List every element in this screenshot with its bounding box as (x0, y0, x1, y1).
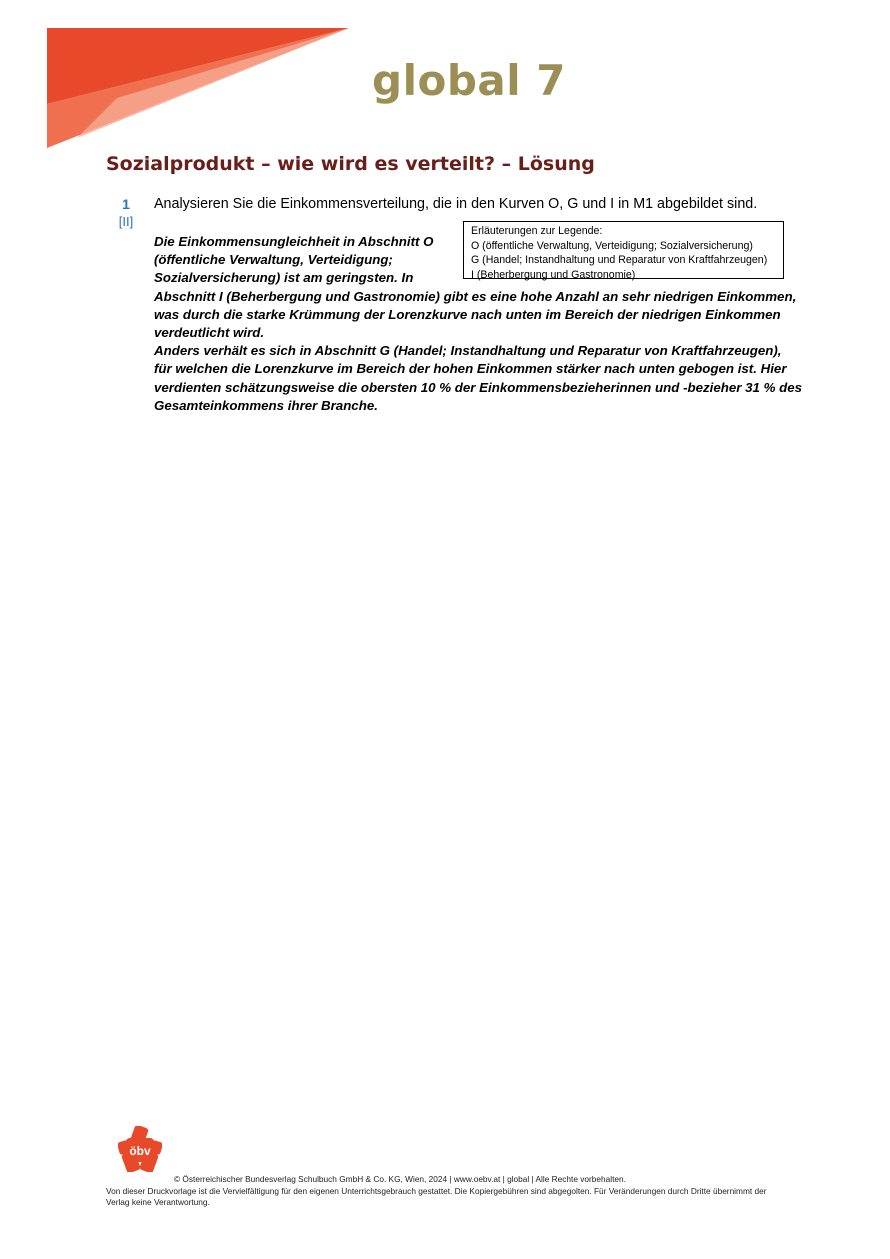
answer-line: verdienten schätzungsweise die obersten 10 % der Einkommensbezieherinnen und -bezieher 31 % des (154, 379, 803, 395)
answer-line: was durch die starke Krümmung der Lorenzkurve nach unten im Bereich der niedrigen Einkommen (154, 306, 781, 322)
oebv-logo (118, 1126, 162, 1172)
legend-item-g: G (Handel; Instandhaltung und Reparatur von Kraftfahrzeugen) (471, 254, 768, 267)
answer-line: Sozialversicherung) ist am geringsten. In (154, 270, 414, 286)
task-question: Analysieren Sie die Einkommensverteilung, die in den Kurven O, G und I in M1 abgebildet sind. (154, 196, 758, 212)
legend-item-o: O (öffentliche Verwaltung, Verteidigung; Sozialversicherung) (471, 239, 753, 252)
footer-note: Von dieser Druckvorlage ist die Vervielfältigung für den eigenen Unterrichtsgebrauch gestattet. Die Kopiergebühren sind abgegolten. Für Veränderungen durch Dritte übernimmt der Verlag keine Verantwortung. (106, 1186, 767, 1207)
task-number: 1 (122, 196, 130, 212)
logo-text: öbv (129, 1144, 151, 1158)
task-level: [II] (118, 214, 134, 229)
page-title: Sozialprodukt – wie wird es verteilt? – Lösung (106, 153, 595, 175)
answer-line: Gesamteinkommens ihrer Branche. (154, 397, 378, 413)
answer-line: für welchen die Lorenzkurve im Bereich der hohen Einkommen stärker nach unten gebogen ist. Hier (154, 361, 787, 377)
brand-title: global 7 (372, 56, 566, 105)
answer-line: Anders verhält es sich in Abschnitt G (Handel; Instandhaltung und Reparatur von Kraftfahrzeugen), (154, 343, 782, 359)
footer-copyright: © Österreichischer Bundesverlag Schulbuch GmbH & Co. KG, Wien, 2024 | www.oebv.at | global | Alle Rechte vorbehalten. (174, 1174, 626, 1184)
answer-line: Abschnitt I (Beherbergung und Gastronomie) gibt es eine hohe Anzahl an sehr niedrigen Einkommen, (154, 288, 797, 304)
legend-item-i: I (Beherbergung und Gastronomie) (471, 268, 636, 281)
answer-line: Die Einkommensungleichheit in Abschnitt O (154, 234, 434, 249)
legend-heading: Erläuterungen zur Legende: (471, 225, 603, 237)
answer-line: verdeutlicht wird. (154, 325, 265, 341)
answer-text (154, 233, 802, 415)
header-decoration (47, 28, 349, 150)
answer-line: (öffentliche Verwaltung, Verteidigung; (154, 252, 393, 268)
